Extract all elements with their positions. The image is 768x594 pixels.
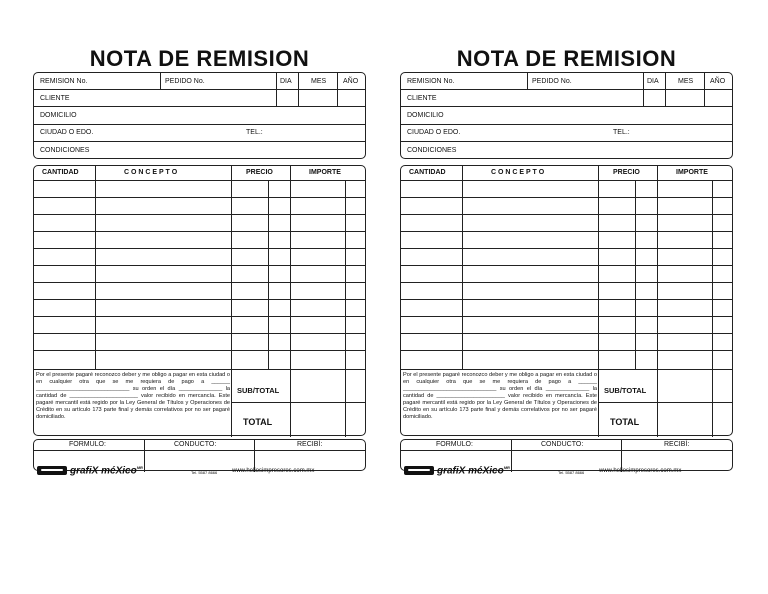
importe-header: IMPORTE	[309, 169, 341, 176]
table-row-line	[401, 214, 732, 215]
footer-divider	[34, 450, 365, 451]
header-vline	[298, 73, 299, 106]
brand-name: grafiX méXico	[437, 465, 504, 477]
anio-label: AÑO	[343, 78, 359, 85]
table-row-line	[34, 333, 365, 334]
table-row-line	[401, 299, 732, 300]
remision-form-right	[400, 46, 733, 477]
brand-logo	[404, 465, 510, 476]
col-line	[657, 166, 658, 437]
header-divider	[401, 141, 732, 142]
anio-label: AÑO	[710, 78, 726, 85]
grafix-logo-icon	[37, 466, 67, 475]
pagare-text: Por el presente pagaré reconozco deber y me obligo a pagar en esta ciudad o en cualquier otra que se me requiera de pago a ______ ______________________________ su orden el día ______________ la cantidad de ______________________ valor recibido en mercancía. Este pagaré mercantil está regido por la Ley General de Títulos y Operaciones de Crédito en su artículo 173 parte final y demás correlativos por no ser pagaré domiciliado.	[403, 372, 597, 420]
col-line	[231, 166, 232, 437]
form-title: NOTA DE REMISION	[89, 46, 310, 71]
dia-label: DIA	[647, 78, 659, 85]
condiciones-label: CONDICIONES	[40, 147, 90, 154]
header-divider	[34, 124, 365, 125]
col-line	[345, 180, 346, 437]
total-label: TOTAL	[610, 417, 640, 427]
pagare-text: Por el presente pagaré reconozco deber y me obligo a pagar en esta ciudad o en cualquier otra que se me requiera de pago a ______ ______________________________ su orden el día ______________ la cantidad de ______________________ valor recibido en mercancía. Este pagaré mercantil está regido por la Ley General de Títulos y Operaciones de Crédito en su artículo 173 parte final y demás correlativos por no ser pagaré domiciliado.	[36, 372, 230, 420]
table-row-line	[401, 350, 732, 351]
cantidad-header: CANTIDAD	[409, 169, 446, 176]
recibi-label: RECIBÍ:	[297, 441, 323, 448]
header-vline	[643, 73, 644, 106]
col-line	[268, 180, 269, 369]
header-divider	[401, 106, 732, 107]
footer-vline	[511, 440, 512, 472]
header-vline	[704, 73, 705, 106]
ciudad-label: CIUDAD O EDO.	[40, 129, 94, 136]
domicilio-label: DOMICILIO	[407, 112, 444, 119]
header-box	[33, 72, 366, 159]
table-header	[34, 166, 365, 180]
mes-label: MES	[311, 78, 327, 85]
pedido-label: PEDIDO No.	[165, 78, 205, 85]
header-vline	[527, 73, 528, 89]
items-box	[400, 165, 733, 436]
table-row-line	[401, 231, 732, 232]
ciudad-label: CIUDAD O EDO.	[407, 129, 461, 136]
importe-header: IMPORTE	[676, 169, 708, 176]
table-row-line	[401, 180, 732, 181]
header-divider	[401, 124, 732, 125]
table-row-line	[401, 282, 732, 283]
tel-label: TEL.:	[246, 129, 263, 136]
recibi-label: RECIBÍ:	[664, 441, 690, 448]
table-row-line	[34, 214, 365, 215]
formulo-label: FORMULO:	[436, 441, 473, 448]
brand-name: grafiX méXico	[70, 465, 137, 477]
col-line	[95, 166, 96, 369]
grafix-logo-icon	[404, 466, 434, 475]
header-divider	[401, 89, 732, 90]
table-row-line	[401, 248, 732, 249]
concepto-header: C O N C E P T O	[491, 169, 545, 176]
header-divider	[34, 141, 365, 142]
table-row-line	[34, 282, 365, 283]
table-row-line	[34, 299, 365, 300]
header-vline	[337, 73, 338, 106]
table-row-line	[34, 369, 365, 370]
table-row-line	[34, 197, 365, 198]
table-header	[401, 166, 732, 180]
tel-label: TEL.:	[613, 129, 630, 136]
cliente-label: CLIENTE	[407, 95, 437, 102]
conducto-label: CONDUCTO:	[174, 441, 217, 448]
header-vline	[160, 73, 161, 89]
subtotal-label: SUB/TOTAL	[237, 386, 280, 395]
header-box	[400, 72, 733, 159]
subtotal-divider	[598, 402, 732, 403]
concepto-header: C O N C E P T O	[124, 169, 178, 176]
total-label: TOTAL	[243, 417, 273, 427]
domicilio-label: DOMICILIO	[40, 112, 77, 119]
pedido-label: PEDIDO No.	[532, 78, 572, 85]
header-vline	[665, 73, 666, 106]
header-divider	[34, 89, 365, 90]
col-line	[712, 180, 713, 437]
table-row-line	[401, 369, 732, 370]
footer-vline	[144, 440, 145, 472]
cliente-label: CLIENTE	[40, 95, 70, 102]
conducto-label: CONDUCTO:	[541, 441, 584, 448]
brand-tel: Tel. 5587 8666	[191, 470, 218, 475]
items-box	[33, 165, 366, 436]
subtotal-label: SUB/TOTAL	[604, 386, 647, 395]
subtotal-divider	[231, 402, 365, 403]
header-vline	[276, 73, 277, 106]
brand-logo	[37, 465, 143, 476]
table-row-line	[34, 350, 365, 351]
table-row-line	[401, 316, 732, 317]
mes-label: MES	[678, 78, 694, 85]
header-divider	[34, 106, 365, 107]
col-line	[462, 166, 463, 369]
condiciones-label: CONDICIONES	[407, 147, 457, 154]
cantidad-header: CANTIDAD	[42, 169, 79, 176]
brand-mark: MR	[136, 465, 143, 470]
table-row-line	[34, 180, 365, 181]
table-row-line	[34, 265, 365, 266]
col-line	[290, 166, 291, 437]
table-row-line	[34, 316, 365, 317]
remision-label: REMISION No.	[40, 78, 88, 85]
remision-form-left	[33, 46, 366, 477]
table-row-line	[34, 248, 365, 249]
form-title: NOTA DE REMISION	[456, 46, 677, 71]
table-row-line	[401, 197, 732, 198]
brand-tel: Tel. 5587 8666	[558, 470, 585, 475]
brand-web: www.heliosimpresores.com.mx	[599, 468, 682, 474]
table-row-line	[34, 231, 365, 232]
brand-web: www.heliosimpresores.com.mx	[232, 468, 315, 474]
table-row-line	[401, 265, 732, 266]
formulo-label: FORMULO:	[69, 441, 106, 448]
precio-header: PRECIO	[613, 169, 640, 176]
col-line	[635, 180, 636, 369]
dia-label: DIA	[280, 78, 292, 85]
table-row-line	[401, 333, 732, 334]
col-line	[598, 166, 599, 437]
footer-divider	[401, 450, 732, 451]
remision-label: REMISION No.	[407, 78, 455, 85]
precio-header: PRECIO	[246, 169, 273, 176]
brand-mark: MR	[503, 465, 510, 470]
